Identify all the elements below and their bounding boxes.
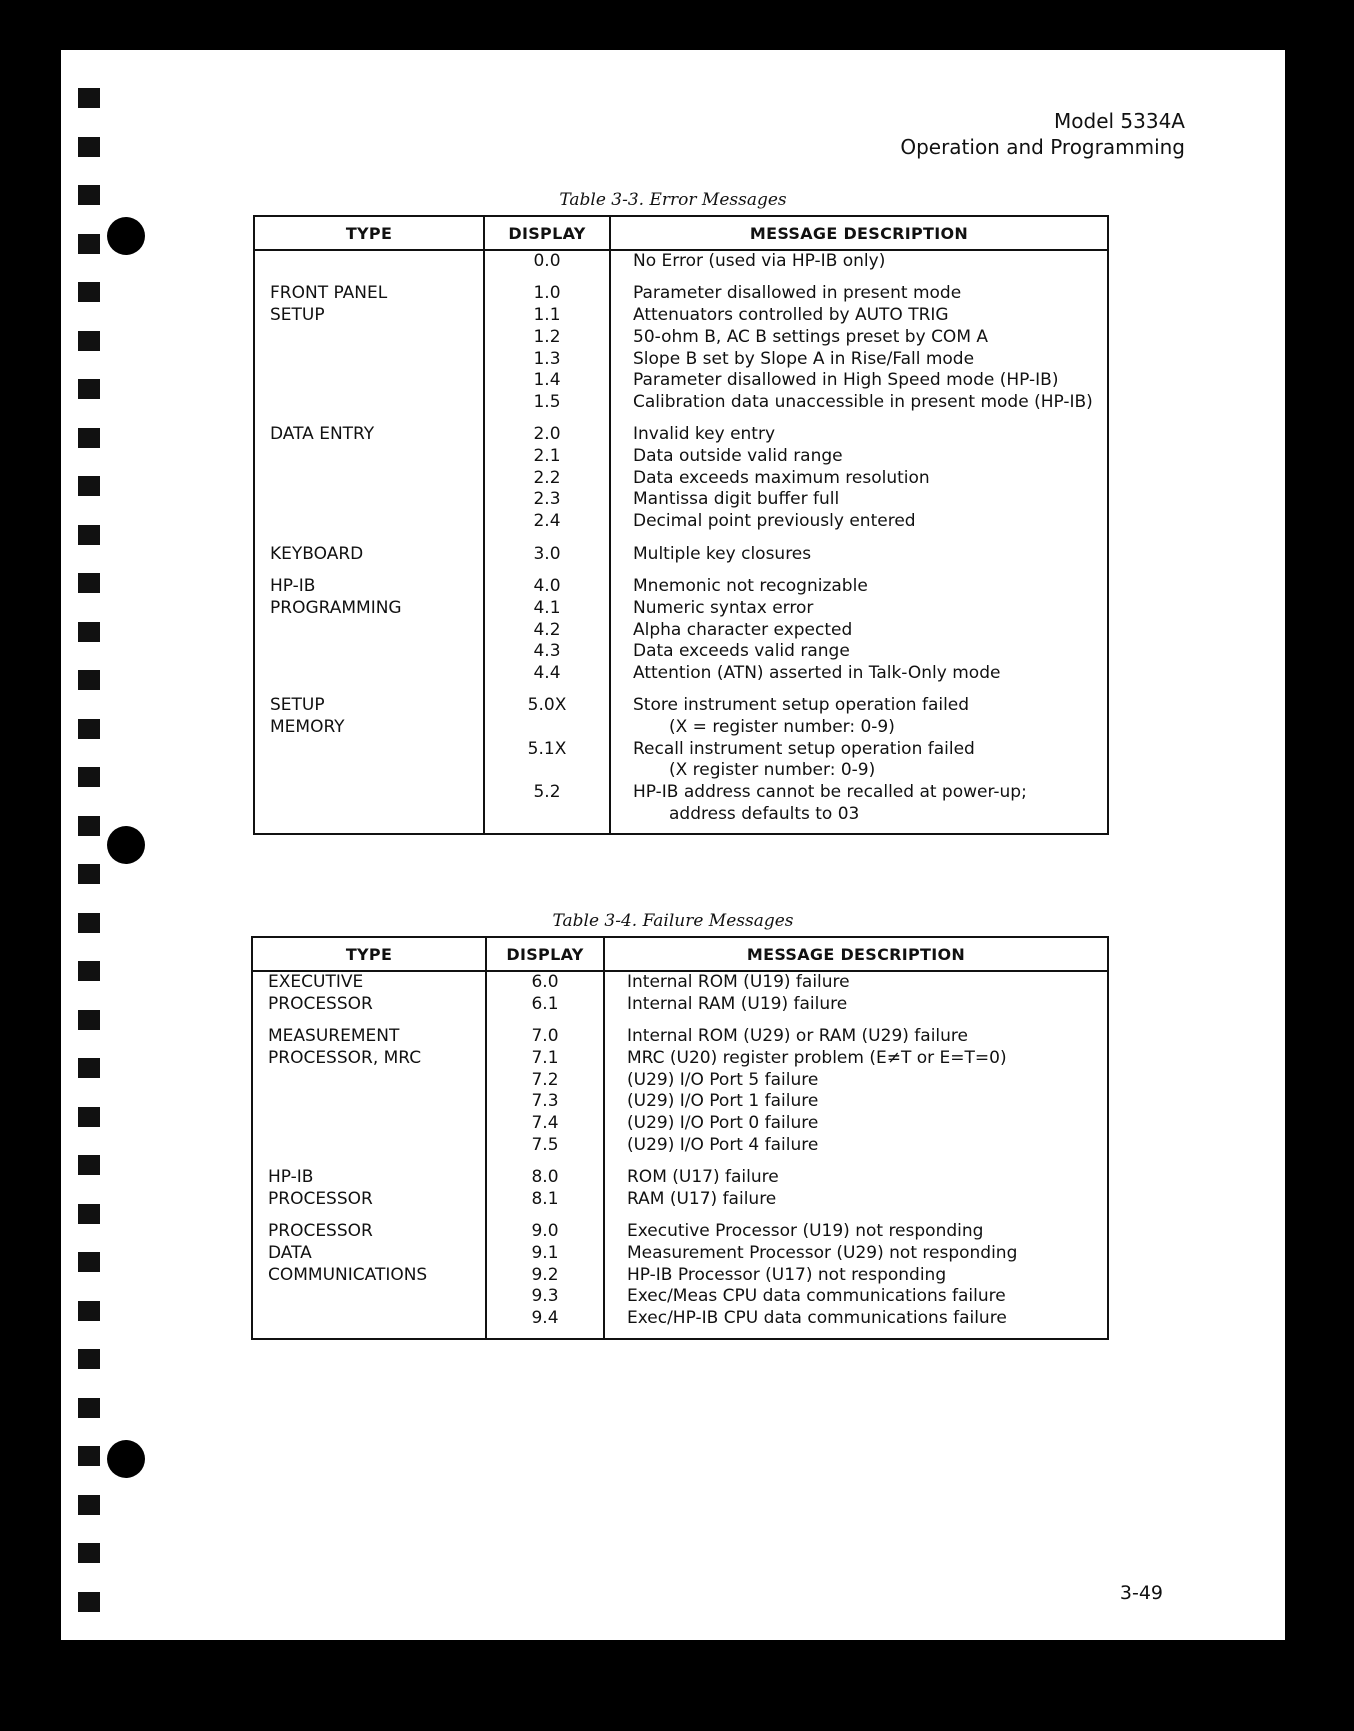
table2-caption: Table 3-4. Failure Messages — [552, 911, 794, 931]
display-code: 9.2 — [531, 1264, 559, 1285]
display-code: 2.4 — [533, 511, 561, 532]
type-group — [270, 576, 483, 684]
margin-mark — [78, 185, 100, 205]
display-code: 4.4 — [533, 662, 561, 683]
type-label — [270, 392, 483, 414]
message-text: Data exceeds valid range — [633, 641, 850, 662]
description-group — [633, 544, 1107, 566]
display-group — [485, 283, 609, 413]
display-group — [487, 1221, 603, 1329]
description-column — [610, 250, 1108, 834]
type-group — [270, 251, 483, 273]
description-group — [633, 283, 1107, 413]
type-label — [268, 1286, 485, 1308]
margin-mark — [78, 622, 100, 642]
type-label — [270, 782, 483, 804]
margin-mark — [78, 428, 100, 448]
type-label — [270, 739, 483, 761]
display-group — [487, 972, 603, 1015]
type-label: KEYBOARD — [270, 543, 364, 564]
message-text: Internal ROM (U29) or RAM (U29) failure — [627, 1026, 968, 1047]
margin-mark — [78, 767, 100, 787]
type-label — [270, 760, 483, 782]
message-text: Numeric syntax error — [633, 597, 814, 618]
margin-mark — [78, 525, 100, 545]
display-code: 2.2 — [533, 467, 561, 488]
display-code: 8.1 — [531, 1188, 559, 1209]
display-code: 6.1 — [531, 993, 559, 1014]
display-code: 9.0 — [531, 1221, 559, 1242]
message-text: Attenuators controlled by AUTO TRIG — [633, 305, 949, 326]
type-group — [270, 424, 483, 532]
margin-mark — [78, 670, 100, 690]
type-label — [270, 327, 483, 349]
message-text: Parameter disallowed in present mode — [633, 283, 962, 304]
col-header-display: DISPLAY — [484, 216, 610, 250]
description-group — [627, 1026, 1107, 1156]
description-group — [627, 1167, 1107, 1210]
type-group — [268, 1221, 485, 1329]
type-label: HP-IB — [270, 576, 316, 597]
description-group — [633, 576, 1107, 684]
type-label — [270, 349, 483, 371]
margin-mark — [78, 234, 100, 254]
message-text: address defaults to 03 — [669, 803, 860, 824]
col-header-description: MESSAGE DESCRIPTION — [604, 937, 1108, 971]
section-title: Operation and Programming — [900, 135, 1185, 159]
model-title: Model 5334A — [1054, 109, 1185, 133]
margin-mark — [78, 282, 100, 302]
message-text: Exec/HP-IB CPU data communications failure — [627, 1308, 1007, 1329]
page-number: 3-49 — [1119, 1582, 1163, 1604]
display-code: 4.1 — [533, 597, 561, 618]
display-group — [485, 576, 609, 684]
type-label — [268, 1308, 485, 1330]
margin-mark — [78, 1495, 100, 1515]
margin-mark — [78, 1301, 100, 1321]
binder-hole — [107, 217, 145, 255]
margin-mark — [78, 1398, 100, 1418]
display-code: 3.0 — [533, 543, 561, 564]
margin-mark — [78, 1592, 100, 1612]
display-group — [485, 251, 609, 273]
display-code: 9.1 — [531, 1242, 559, 1263]
display-code: 8.0 — [531, 1167, 559, 1188]
display-group — [485, 544, 609, 566]
margin-mark — [78, 1204, 100, 1224]
col-header-type: TYPE — [254, 216, 484, 250]
col-header-display: DISPLAY — [486, 937, 604, 971]
message-text: HP-IB Processor (U17) not responding — [627, 1264, 947, 1285]
display-code: 7.2 — [531, 1069, 559, 1090]
display-code: 5.2 — [533, 782, 561, 803]
failure-messages-table — [251, 936, 1109, 1340]
error-messages-table — [253, 215, 1109, 835]
type-label: COMMUNICATIONS — [268, 1264, 428, 1285]
margin-mark — [78, 816, 100, 836]
margin-mark — [78, 1058, 100, 1078]
type-label — [270, 370, 483, 392]
display-code — [485, 804, 609, 826]
type-label: HP-IB — [268, 1167, 314, 1188]
margin-mark — [78, 1543, 100, 1563]
margin-mark — [78, 1349, 100, 1369]
type-label: PROCESSOR, MRC — [268, 1047, 422, 1068]
type-label — [270, 804, 483, 826]
binder-hole — [107, 1440, 145, 1478]
message-text: (U29) I/O Port 5 failure — [627, 1069, 819, 1090]
type-label: SETUP — [270, 695, 325, 716]
display-column — [484, 250, 610, 834]
description-group — [633, 695, 1107, 825]
message-text: Decimal point previously entered — [633, 511, 916, 532]
type-label — [270, 663, 483, 685]
type-group — [268, 972, 485, 1015]
display-code: 9.4 — [531, 1308, 559, 1329]
message-text: (U29) I/O Port 4 failure — [627, 1134, 819, 1155]
type-group — [270, 695, 483, 825]
margin-mark — [78, 137, 100, 157]
type-label — [270, 446, 483, 468]
message-text: Mantissa digit buffer full — [633, 489, 840, 510]
type-group — [270, 283, 483, 413]
margin-mark — [78, 88, 100, 108]
type-label — [270, 620, 483, 642]
binder-hole — [107, 826, 145, 864]
display-code: 9.3 — [531, 1286, 559, 1307]
display-group — [485, 424, 609, 532]
type-label — [270, 251, 483, 273]
display-code: 4.3 — [533, 641, 561, 662]
message-text: Attention (ATN) asserted in Talk-Only mode — [633, 662, 1001, 683]
type-label: MEASUREMENT — [268, 1026, 400, 1047]
display-column — [486, 971, 604, 1339]
type-column — [252, 971, 486, 1339]
message-text: Measurement Processor (U29) not responding — [627, 1242, 1018, 1263]
message-text: HP-IB address cannot be recalled at power-up; — [633, 782, 1027, 803]
message-text: Exec/Meas CPU data communications failure — [627, 1286, 1006, 1307]
margin-mark — [78, 1446, 100, 1466]
type-label: DATA — [268, 1242, 312, 1263]
message-text: Calibration data unaccessible in present mode (HP-IB) — [633, 391, 1093, 412]
col-header-description: MESSAGE DESCRIPTION — [610, 216, 1108, 250]
message-text: Internal RAM (U19) failure — [627, 993, 848, 1014]
display-code: 1.0 — [533, 283, 561, 304]
display-code: 5.0X — [527, 695, 567, 716]
display-code: 7.1 — [531, 1047, 559, 1068]
description-group — [627, 1221, 1107, 1329]
margin-mark — [78, 476, 100, 496]
display-code: 1.5 — [533, 391, 561, 412]
margin-mark — [78, 1252, 100, 1272]
message-text: Parameter disallowed in High Speed mode (HP-IB) — [633, 370, 1059, 391]
message-text: 50-ohm B, AC B settings preset by COM A — [633, 326, 989, 347]
display-code: 4.0 — [533, 576, 561, 597]
type-label — [268, 1070, 485, 1092]
page-header — [900, 108, 1185, 160]
display-code: 6.0 — [531, 972, 559, 992]
message-text: Invalid key entry — [633, 424, 776, 445]
type-label: EXECUTIVE — [268, 972, 364, 992]
margin-mark — [78, 331, 100, 351]
display-code: 7.0 — [531, 1026, 559, 1047]
col-header-type: TYPE — [252, 937, 486, 971]
margin-mark — [78, 864, 100, 884]
display-code: 2.3 — [533, 489, 561, 510]
type-label — [268, 1135, 485, 1157]
margin-mark — [78, 1107, 100, 1127]
margin-mark — [78, 1010, 100, 1030]
type-label: SETUP — [270, 305, 325, 326]
message-text: Data exceeds maximum resolution — [633, 467, 930, 488]
type-label — [270, 511, 483, 533]
margin-mark — [78, 961, 100, 981]
type-group — [268, 1026, 485, 1156]
message-text: No Error (used via HP-IB only) — [633, 251, 886, 271]
display-code — [485, 760, 609, 782]
document-page — [61, 50, 1285, 1640]
display-code: 7.4 — [531, 1112, 559, 1133]
margin-mark — [78, 719, 100, 739]
type-label: PROGRAMMING — [270, 597, 402, 618]
message-text: Slope B set by Slope A in Rise/Fall mode — [633, 348, 975, 369]
message-text: Recall instrument setup operation failed — [633, 738, 975, 759]
table1-caption: Table 3-3. Error Messages — [559, 190, 787, 210]
message-text: RAM (U17) failure — [627, 1188, 777, 1209]
message-text: (X register number: 0-9) — [669, 760, 876, 781]
display-code: 1.3 — [533, 348, 561, 369]
message-text: ROM (U17) failure — [627, 1167, 779, 1188]
display-code: 7.3 — [531, 1091, 559, 1112]
type-label: MEMORY — [270, 717, 345, 738]
margin-mark — [78, 379, 100, 399]
display-code: 5.1X — [527, 738, 567, 759]
description-column — [604, 971, 1108, 1339]
display-code: 2.1 — [533, 446, 561, 467]
message-text: Store instrument setup operation failed — [633, 695, 970, 716]
message-text: Executive Processor (U19) not responding — [627, 1221, 984, 1242]
type-column — [254, 250, 484, 834]
display-code: 4.2 — [533, 619, 561, 640]
margin-mark — [78, 913, 100, 933]
display-code: 0.0 — [533, 251, 561, 271]
type-label: FRONT PANEL — [270, 283, 388, 304]
display-code: 1.2 — [533, 326, 561, 347]
message-text: Internal ROM (U19) failure — [627, 972, 850, 992]
type-label — [268, 1113, 485, 1135]
display-group — [487, 1026, 603, 1156]
margin-mark — [78, 1155, 100, 1175]
message-text: Data outside valid range — [633, 446, 843, 467]
type-label: PROCESSOR — [268, 1221, 373, 1242]
message-text: (U29) I/O Port 0 failure — [627, 1112, 819, 1133]
type-label: DATA ENTRY — [270, 424, 375, 445]
display-group — [485, 695, 609, 825]
message-text: Multiple key closures — [633, 543, 812, 564]
message-text: (X = register number: 0-9) — [669, 717, 895, 738]
type-group — [270, 544, 483, 566]
display-group — [487, 1167, 603, 1210]
type-label: PROCESSOR — [268, 1188, 373, 1209]
display-code: 2.0 — [533, 424, 561, 445]
message-text: Mnemonic not recognizable — [633, 576, 868, 597]
type-group — [268, 1167, 485, 1210]
margin-mark — [78, 573, 100, 593]
type-label — [270, 489, 483, 511]
display-code: 7.5 — [531, 1134, 559, 1155]
message-text: (U29) I/O Port 1 failure — [627, 1091, 819, 1112]
message-text: MRC (U20) register problem (E≠T or E=T=0) — [627, 1047, 1007, 1068]
description-group — [633, 251, 1107, 273]
display-code: 1.4 — [533, 370, 561, 391]
description-group — [633, 424, 1107, 532]
type-label — [270, 468, 483, 490]
type-label: PROCESSOR — [268, 993, 373, 1014]
type-label — [268, 1091, 485, 1113]
display-code — [485, 717, 609, 739]
message-text: Alpha character expected — [633, 619, 853, 640]
type-label — [270, 641, 483, 663]
description-group — [627, 972, 1107, 1015]
display-code: 1.1 — [533, 305, 561, 326]
